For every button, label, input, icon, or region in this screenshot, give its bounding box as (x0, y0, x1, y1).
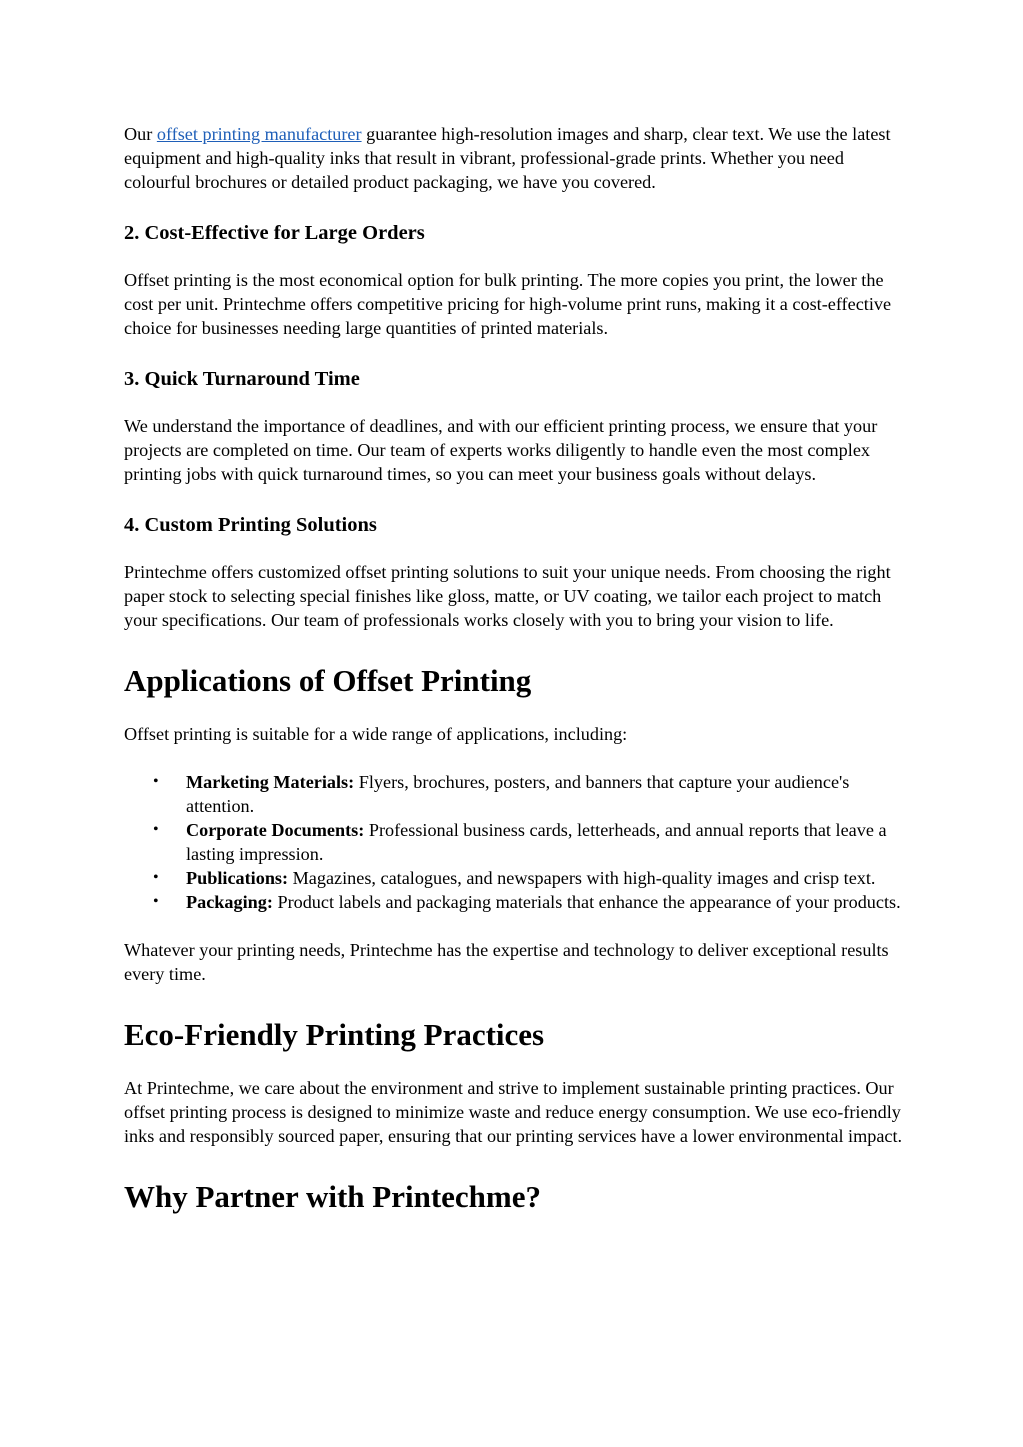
section-body-cost-effective: Offset printing is the most economical option for bulk printing. The more copies you print, the lower the cost per unit. Printechme offers competitive pricing for high-volume print runs, making it a cost-effective choice for businesses needing large quantities of printed materials. (124, 270, 892, 338)
list-item-label: Corporate Documents: (186, 820, 365, 840)
section-heading-quick-turnaround: 3. Quick Turnaround Time (124, 368, 360, 390)
list-item-publications (124, 866, 904, 890)
bullet-icon: • (153, 869, 159, 886)
section-heading-custom-solutions: 4. Custom Printing Solutions (124, 514, 377, 536)
applications-closing: Whatever your printing needs, Printechme has the expertise and technology to deliver exceptional results every time. (124, 940, 889, 984)
section-body-quick-turnaround: We understand the importance of deadlines, and with our efficient printing process, we ensure that your projects are completed on time. Our team of experts works diligently to handle even the most complex printing jobs with quick turnaround times, so you can meet your business goals without delays. (124, 416, 878, 484)
partner-heading: Why Partner with Printechme? (124, 1179, 541, 1214)
intro-text-start: Our (124, 124, 157, 144)
offset-printing-manufacturer-link[interactable]: offset printing manufacturer (156, 124, 362, 144)
document-content (124, 122, 904, 1216)
applications-heading: Applications of Offset Printing (124, 663, 532, 698)
bullet-icon: • (153, 821, 159, 838)
intro-paragraph (124, 122, 904, 194)
bullet-icon: • (153, 773, 159, 790)
list-item-label: Packaging: (186, 892, 273, 912)
list-item-text: Flyers, brochures, posters, and banners that capture your audience's attention. (186, 772, 850, 816)
intro-text-end: guarantee high-resolution images and sharp, clear text. We use the latest equipment and high-quality inks that result in vibrant, professional-grade prints. Whether you need colourful brochures or detailed product packaging, we have you covered. (124, 124, 891, 192)
list-item-label: Publications: (186, 868, 289, 888)
list-item-text: Magazines, catalogues, and newspapers with high-quality images and crisp text. (288, 868, 876, 888)
list-item-text: Product labels and packaging materials that enhance the appearance of your products. (272, 892, 901, 912)
list-item-corporate (124, 818, 904, 866)
list-item-marketing (124, 770, 904, 818)
applications-list (124, 770, 904, 914)
list-item-text: Professional business cards, letterheads, and annual reports that leave a lasting impression. (186, 820, 887, 864)
bullet-icon: • (153, 893, 159, 910)
section-body-custom-solutions: Printechme offers customized offset printing solutions to suit your unique needs. From choosing the right paper stock to selecting special finishes like gloss, matte, or UV coating, we tailor each project to match your specifications. Our team of professionals works closely with you to bring your vision to life. (124, 562, 891, 630)
applications-intro: Offset printing is suitable for a wide range of applications, including: (124, 724, 628, 744)
section-heading-cost-effective: 2. Cost-Effective for Large Orders (124, 222, 425, 244)
list-item-label: Marketing Materials: (186, 772, 355, 792)
eco-body: At Printechme, we care about the environment and strive to implement sustainable printing practices. Our offset printing process is designed to minimize waste and reduce energy consumption. We use eco-friendly inks and responsibly sourced paper, ensuring that our printing services have a lower environmental impact. (124, 1078, 903, 1146)
eco-heading: Eco-Friendly Printing Practices (124, 1017, 545, 1052)
list-item-packaging (124, 890, 904, 914)
